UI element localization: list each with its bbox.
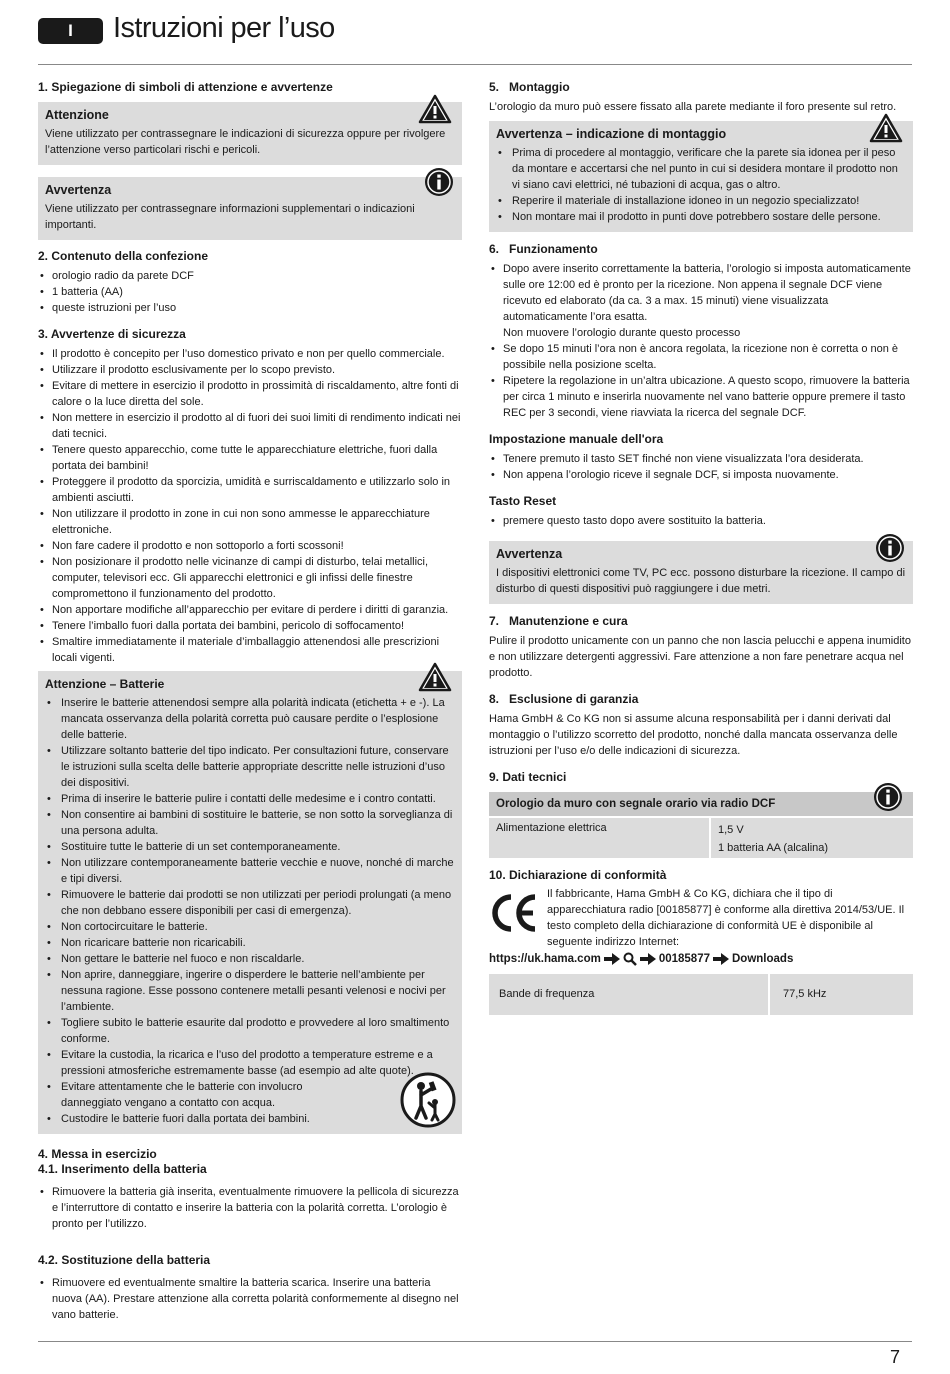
footer-divider [38, 1341, 912, 1342]
list-item: • Evitare attentamente che le batterie con involucro danneggiato vengano a contatto con acqua. [45, 1079, 455, 1111]
downloads-link[interactable]: Downloads [732, 953, 794, 965]
section-9-title: 9. Dati tecnici [489, 770, 567, 784]
list-item: • Sostituire tutte le batterie di un set contemporaneamente. [45, 839, 455, 855]
power-supply-values [711, 818, 913, 858]
list-item: • Tenere questo apparecchio, come tutte le apparecchiature elettriche, fuori dalla portata dei bambini! [38, 442, 462, 474]
manual-setting-title: Impostazione manuale dell'ora [489, 432, 664, 446]
ce-mark-icon [489, 892, 539, 934]
section-4-title: 4. Messa in esercizio [38, 1147, 157, 1161]
battery-warning-list [45, 695, 455, 1127]
attention-box [38, 102, 462, 165]
list-item: • Rimuovere le batterie dai prodotti se non utilizzati per periodi prolungati (a meno che non debbano essere disponibili per casi di emergenza). [45, 887, 455, 919]
list-item: • Ripetere la regolazione in un’altra ubicazione. A questo scopo, rimuovere la batteria per circa 1 minuto e inserirla nuovamente nel vano batterie oppure premere il tasto REC per 3 secondi, viene riavviata la ricerca del segnale DCF. [489, 373, 913, 421]
frequency-value: 77,5 kHz [770, 974, 913, 1015]
list-item: • Rimuovere la batteria già inserita, eventualmente rimuovere la pellicola di sicurezza e l’interruttore di contatto e inserire la batteria con la polarità corretta. L’orologio è pronto per l’utilizzo. [38, 1184, 462, 1232]
power-supply-label: Alimentazione elettrica [489, 818, 709, 858]
list-item: • Tenere l’imballo fuori dalla portata dei bambini, pericolo di soffocamento! [38, 618, 462, 634]
technical-data-header-text: Orologio da muro con segnale orario via radio DCF [496, 798, 776, 810]
list-item: • Utilizzare il prodotto esclusivamente per lo scopo previsto. [38, 362, 462, 378]
right-column [489, 80, 913, 1015]
list-item: • Tenere premuto il tasto SET finché non viene visualizzata l’ora desiderata. [489, 451, 913, 467]
list-item: • 1 batteria (AA) [38, 284, 462, 300]
battery-insert-list [38, 1184, 462, 1232]
list-item: • Non apportare modifiche all’apparecchio per evitare di perdere i diritti di garanzia. [38, 602, 462, 618]
notice-box-text: Viene utilizzato per contrassegnare informazioni supplementari o indicazioni importanti. [45, 203, 415, 231]
list-item: • Custodire le batterie fuori dalla portata dei bambini. [45, 1111, 455, 1127]
section-4-1-title: 4.1. Inserimento della batteria [38, 1162, 207, 1176]
interference-notice-text: I dispositivi elettronici come TV, PC ecc. possono disturbare la ricezione. Il campo di disturbo di questi dispositivi può raggiungere i due metri. [496, 567, 906, 595]
list-item: • Non posizionare il prodotto nelle vicinanze di campi di disturbo, telai metallici, computer, televisori ecc. Gli apparecchi elettronici e gli infissi delle finestre compromettono il funzionamento del prodotto. [38, 554, 462, 602]
battery-warning-title: Attenzione – Batterie [45, 677, 165, 691]
notice-box [38, 177, 462, 240]
section-10-title: 10. Dichiarazione di conformità [489, 868, 667, 882]
list-item: • Non cortocircuitare le batterie. [45, 919, 455, 935]
list-item: • Utilizzare soltanto batterie del tipo indicato. Per consultazioni future, conservare le istruzioni sulla scelta delle batterie appropriate descritte nelle istruzioni d’uso dei dispositivi. [45, 743, 455, 791]
technical-data-row [489, 818, 913, 858]
list-item: • Inserire le batterie attenendosi sempre alla polarità indicata (etichetta + e -). La mancata osservanza della polarità corretta può causare perdite o l’esplosione delle batterie. [45, 695, 455, 743]
list-item: • orologio radio da parete DCF [38, 268, 462, 284]
list-item: • Non mettere in esercizio il prodotto al di fuori dei suoi limiti di rendimento indicati nei dati tecnici. [38, 410, 462, 442]
section-2-title: 2. Contenuto della confezione [38, 249, 209, 263]
mounting-warning-title: Avvertenza – indicazione di montaggio [496, 127, 727, 141]
info-circle-icon [875, 533, 905, 563]
page-number: 7 [889, 1347, 900, 1367]
battery-warning-box [38, 671, 462, 1134]
list-item: • Non montare mai il prodotto in punti dove potrebbero sostare delle persone. [496, 209, 906, 225]
info-circle-icon [873, 782, 903, 812]
list-item: • Evitare di mettere in esercizio il prodotto in prossimità di riscaldamento, altre fonti di calore o la luce diretta del sole. [38, 378, 462, 410]
section-7-title: 7. Manutenzione e cura [489, 614, 628, 628]
list-item: • Reperire il materiale di installazione idoneo in un negozio specializzato! [496, 193, 906, 209]
list-item: • Non aprire, danneggiare, ingerire o disperdere le batterie nell’ambiente per nessuna ragione. Esse possono contenere metalli pesanti velenosi e nocivi per l’ambiente. [45, 967, 455, 1015]
battery-replace-list [38, 1275, 462, 1323]
reset-button-title: Tasto Reset [489, 494, 557, 508]
header-divider [38, 64, 912, 65]
magnifier-icon [623, 952, 637, 966]
language-tab: I [38, 18, 103, 44]
list-item: • Prima di procedere al montaggio, verificare che la parete sia idonea per il peso da montare e accertarsi che nel punto in cui si desidera montare il prodotto non vi siano cavi elettrici, né tubazioni di acqua, gas o altro. [496, 145, 906, 193]
download-path [489, 952, 913, 966]
arrow-right-icon [713, 953, 729, 965]
warning-triangle-icon [869, 113, 903, 143]
warranty-text: Hama GmbH & Co KG non si assume alcuna responsabilità per i danni derivati dal montaggio o l’utilizzo scorretto del prodotto, nonché dalla mancata osservanza delle istruzioni per l’uso e/o delle indicazioni di sicurezza. [489, 713, 898, 757]
technical-data-header [489, 792, 913, 816]
frequency-label: Bande di frequenza [489, 974, 768, 1015]
safety-notes-list [38, 346, 462, 666]
left-column [38, 80, 462, 1323]
product-code: 00185877 [658, 953, 710, 965]
arrow-right-icon [604, 953, 620, 965]
manual-setting-list [489, 451, 913, 483]
maintenance-text: Pulire il prodotto unicamente con un panno che non lascia pelucchi e appena inumidito e non utilizzare detergenti aggressivi. Fare attenzione a non fare penetrare acqua nel prodotto. [489, 635, 911, 679]
section-3-title: 3. Avvertenze di sicurezza [38, 327, 186, 341]
mounting-text: L’orologio da muro può essere fissato alla parete mediante il foro presente sul retro. [489, 101, 897, 113]
list-item: • Proteggere il prodotto da sporcizia, umidità e surriscaldamento e utilizzarlo solo in ambienti asciutti. [38, 474, 462, 506]
operation-item-text: Dopo avere inserito correttamente la batteria, l’orologio si imposta automaticamente sulle ore 12:00 ed è pronto per la ricezione. Non appena il segnale DCF viene ricevuto ed elaborato (da ca. 3 a max. 15 minuti) viene visualizzata automaticamente l’ora esatta. [503, 263, 911, 323]
attention-box-title: Attenzione [45, 108, 109, 122]
page-title: Istruzioni per l’uso [113, 12, 335, 44]
notice-box-title: Avvertenza [45, 183, 112, 197]
mounting-warning-box [489, 121, 913, 232]
mounting-warning-list [496, 145, 906, 225]
list-item: • queste istruzioni per l’uso [38, 300, 462, 316]
list-item: • Evitare la custodia, la ricarica e l’uso del prodotto a temperature estreme e a pressioni atmosferiche estremamente basse (ad esempio ad alte quote). [45, 1047, 455, 1079]
package-contents-list [38, 268, 462, 316]
list-item: • Smaltire immediatamente il materiale d’imballaggio attenendosi alle prescrizioni locali vigenti. [38, 634, 462, 666]
section-8-title: 8. Esclusione di garanzia [489, 692, 639, 706]
conformity-text: Il fabbricante, Hama GmbH & Co KG, dichiara che il tipo di apparecchiatura radio [00185877] è conforme alla direttiva 2014/53/UE. Il testo completo della dichiarazione di conformità UE è disponibile al seguente indirizzo Internet: [547, 888, 905, 948]
technical-data-table [489, 792, 913, 858]
list-item: • Non utilizzare contemporaneamente batterie vecchie e nuove, nonché di marche e tipi diversi. [45, 855, 455, 887]
list-item: • Se dopo 15 minuti l’ora non è ancora regolata, la ricezione non è corretta o non è possibile nella posizione scelta. [489, 341, 913, 373]
list-item: • Non consentire ai bambini di sostituire le batterie, se non sotto la sorveglianza di una persona adulta. [45, 807, 455, 839]
list-item: • Non fare cadere il prodotto e non sottoporlo a forti scossoni! [38, 538, 462, 554]
list-item: • Non ricaricare batterie non ricaricabili. [45, 935, 455, 951]
arrow-right-icon [640, 953, 656, 965]
frequency-table [489, 974, 913, 1015]
child-battery-warning-icon [400, 1072, 456, 1128]
operation-item-note: Non muovere l’orologio durante questo processo [503, 327, 741, 339]
interference-notice-title: Avvertenza [496, 547, 563, 561]
interference-notice-box [489, 541, 913, 604]
operation-list [489, 261, 913, 421]
list-item: • Non appena l’orologio riceve il segnale DCF, si imposta nuovamente. [489, 467, 913, 483]
section-5-title: 5. Montaggio [489, 80, 570, 94]
list-item: • Non gettare le batterie nel fuoco e non riscaldarle. [45, 951, 455, 967]
list-item [489, 261, 913, 341]
section-6-title: 6. Funzionamento [489, 242, 598, 256]
list-item: • Non utilizzare il prodotto in zone in cui non sono ammesse le apparecchiature elettroniche. [38, 506, 462, 538]
voltage-value: 1,5 V [718, 824, 744, 836]
website-link[interactable]: https://uk.hama.com [489, 953, 601, 965]
conformity-block [489, 886, 913, 950]
list-item: • premere questo tasto dopo avere sostituito la batteria. [489, 513, 913, 529]
attention-box-text: Viene utilizzato per contrassegnare le indicazioni di sicurezza oppure per rivolgere l’attenzione verso particolari rischi e pericoli. [45, 128, 446, 156]
info-circle-icon [424, 167, 454, 197]
section-1-title: 1. Spiegazione di simboli di attenzione e avvertenze [38, 80, 333, 94]
list-item: • Rimuovere ed eventualmente smaltire la batteria scarica. Inserire una batteria nuova (AA). Prestare attenzione alla corretta polarità conformemente al disegno nel vano batterie. [38, 1275, 462, 1323]
list-item: • Il prodotto è concepito per l’uso domestico privato e non per quello commerciale. [38, 346, 462, 362]
section-4-2-title: 4.2. Sostituzione della batteria [38, 1253, 211, 1267]
list-item: • Prima di inserire le batterie pulire i contatti delle medesime e i contro contatti. [45, 791, 455, 807]
list-item: • Togliere subito le batterie esaurite dal prodotto e provvedere al loro smaltimento conforme. [45, 1015, 455, 1047]
reset-list [489, 513, 913, 529]
battery-value: 1 batteria AA (alcalina) [718, 842, 829, 854]
warning-triangle-icon [418, 662, 452, 692]
warning-triangle-icon [418, 94, 452, 124]
